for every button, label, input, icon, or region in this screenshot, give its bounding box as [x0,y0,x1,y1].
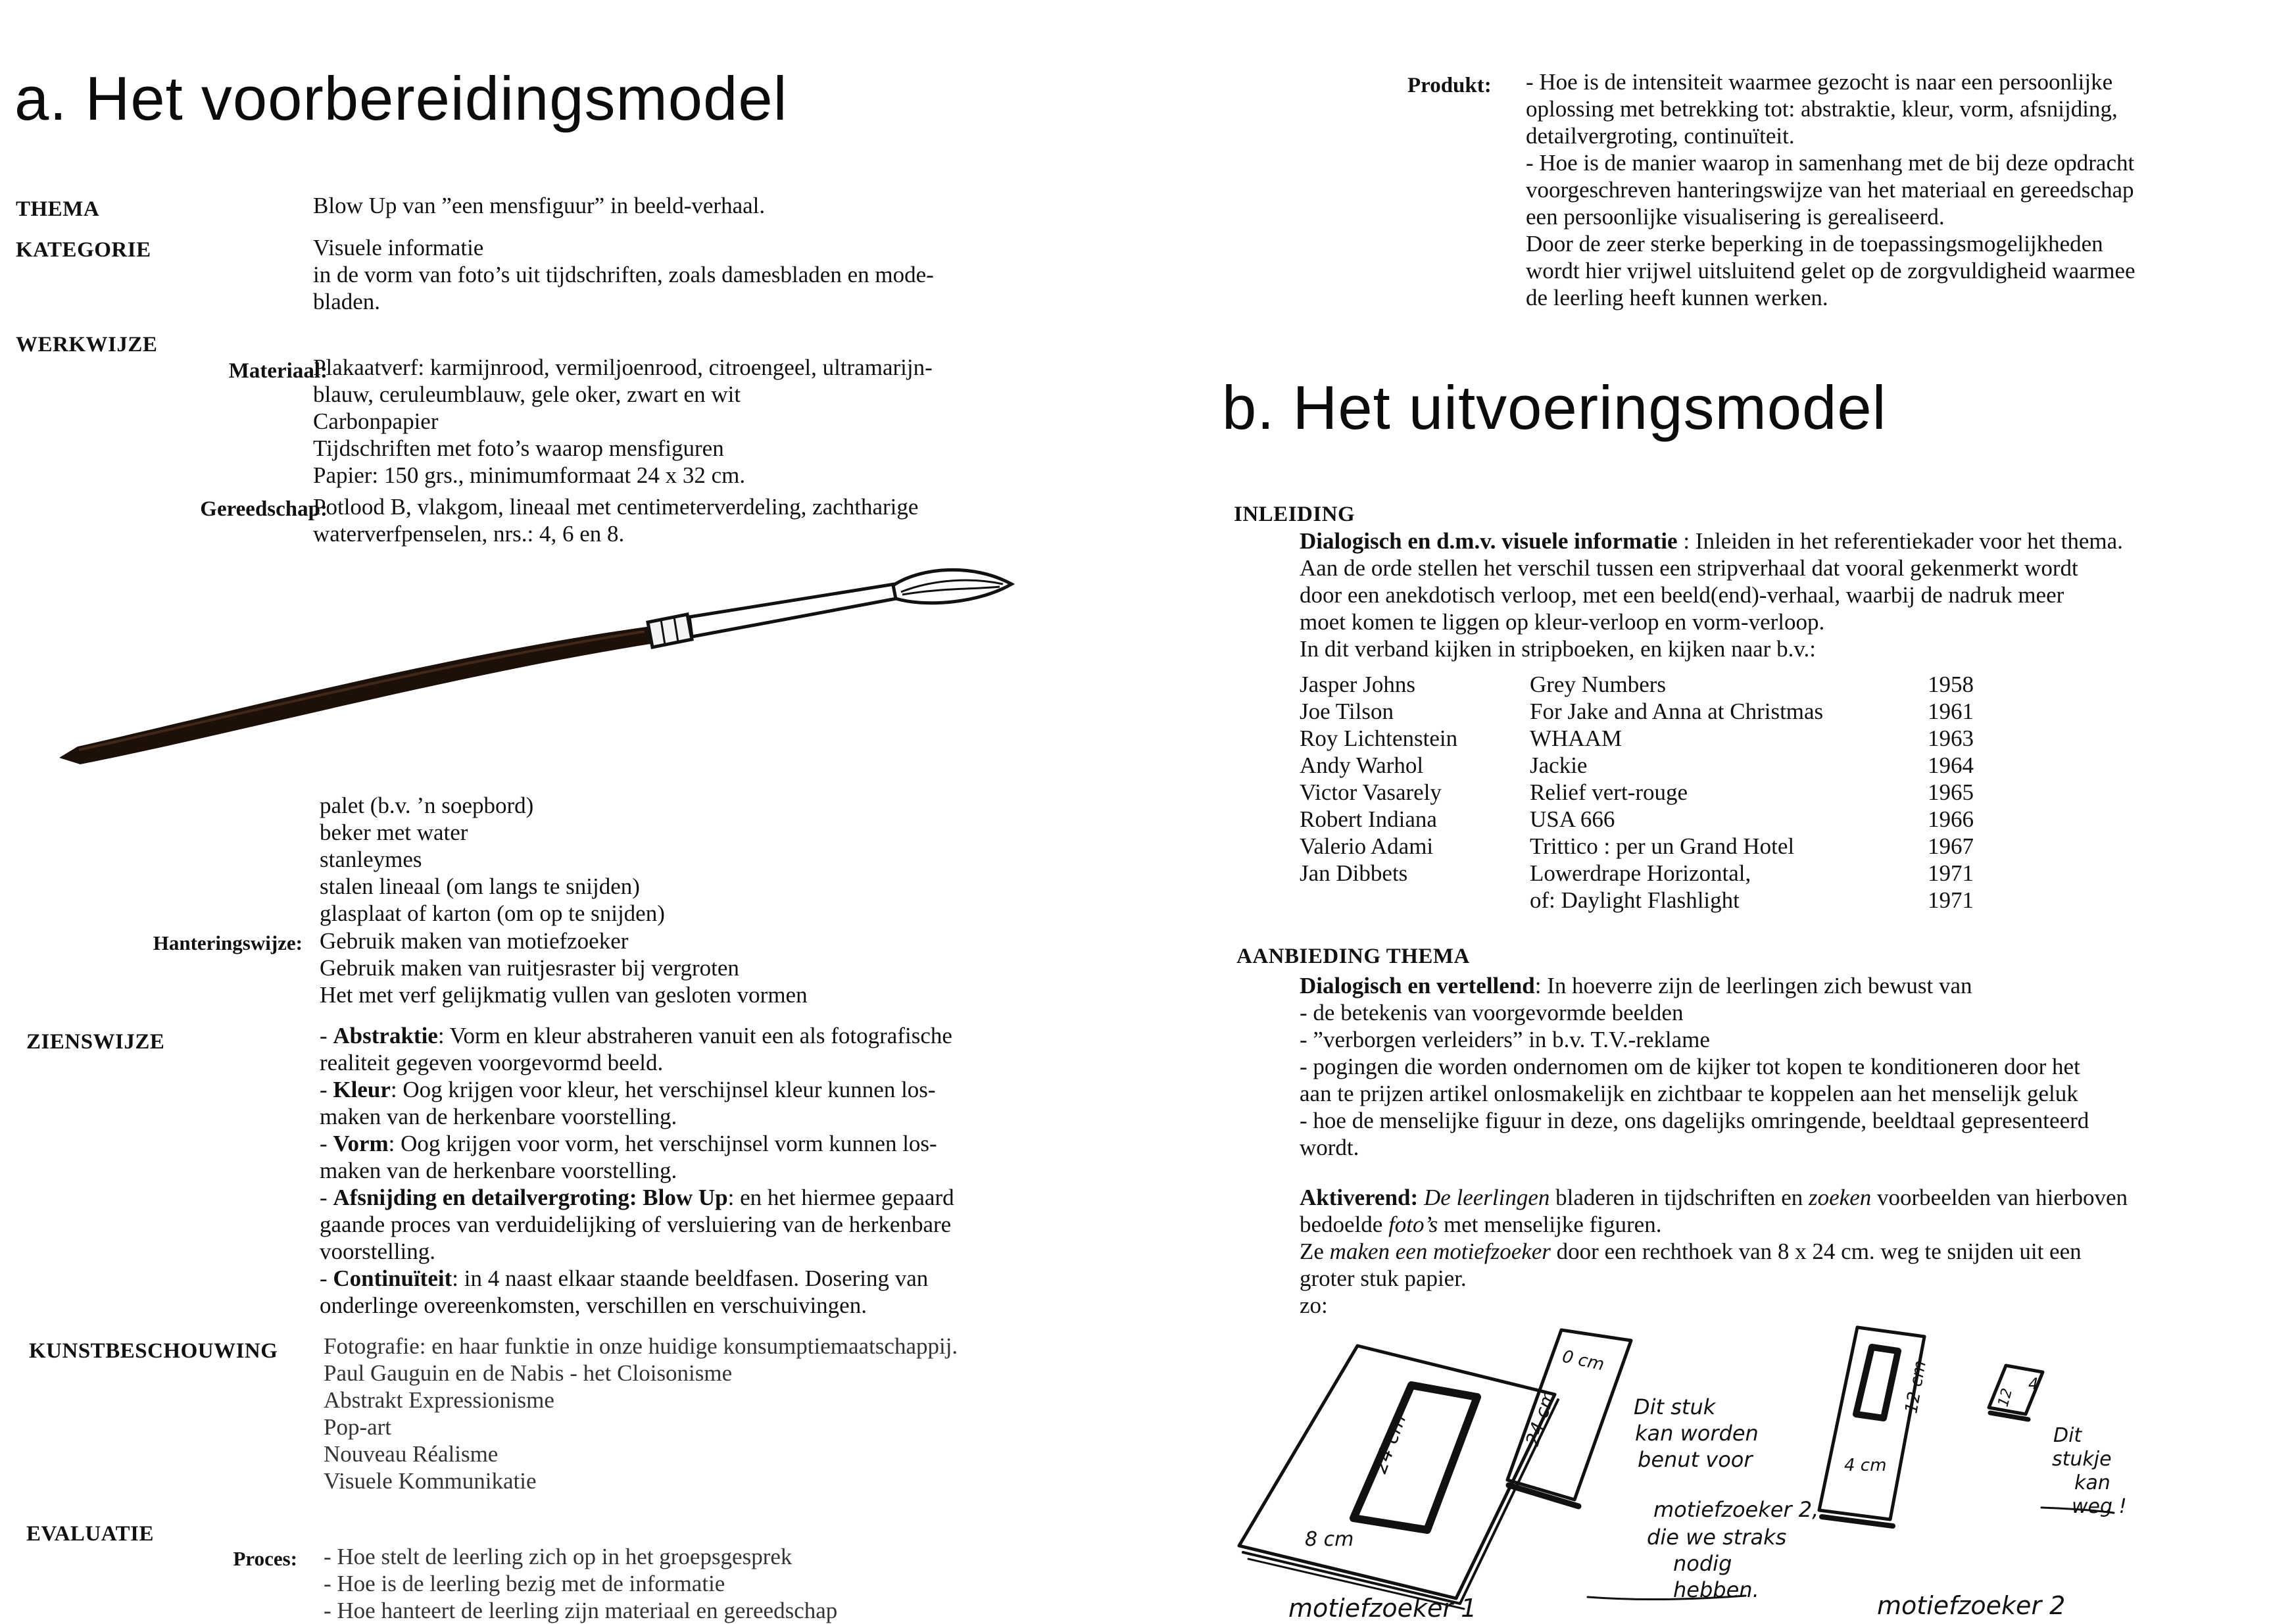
small-piece-4-label: 4 [2028,1375,2039,1393]
note-line: kan worden [1635,1421,1759,1446]
zienswijze-desc: : Vorm en kleur abstraheren vanuit een als fotografische [437,1023,952,1048]
proces-text [324,1543,837,1624]
text-line: detailvergroting, continuïteit. [1526,123,1795,149]
werkwijze-label: WERKWIJZE [16,333,158,357]
table-row [1300,833,1993,860]
text-line: stanleymes [320,847,422,872]
produkt-label: Produkt: [1407,74,1492,97]
aanbieding-first: : In hoeverre zijn de leerlingen zich bewust van [1534,973,1972,998]
aanbieding-text [1300,972,2089,1161]
aanbieding-head: Dialogisch en vertellend [1300,973,1535,998]
table-row [1300,806,1993,833]
text-line: oplossing met betrekking tot: abstraktie, kleur, vorm, afsnijding, [1526,96,2118,122]
artist-cell: Roy Lichtenstein [1300,726,1458,751]
work-title-cell: Lowerdrape Horizontal, [1530,860,1751,886]
artworks-table [1300,671,1993,914]
plain-text: door een rechthoek van 8 x 24 cm. weg te snijden uit een [1550,1239,2082,1264]
text-line: realiteit gegeven voorgevormd beeld. [320,1050,664,1075]
text-line: Visuele informatie [313,235,484,260]
kategorie-label: KATEGORIE [16,238,151,262]
aktiverend-head: Aktiverend: [1300,1185,1419,1210]
plain-text: bedoelde [1300,1212,1389,1237]
artist-cell: Jan Dibbets [1300,860,1408,886]
text-line: - Hoe stelt de leerling zich op in het groepsgesprek [324,1544,793,1569]
note-line: die we straks [1647,1525,1787,1550]
note-line: motiefzoeker 2, [1653,1497,1819,1522]
text-line: - Hoe is de intensiteit waarmee gezocht is naar een persoonlijke [1526,69,2113,95]
text-line: - Continuïteit: in 4 naast elkaar staande beeldfasen. Dosering van [320,1266,929,1291]
text-line: Gebruik maken van ruitjesraster bij vergroten [320,955,739,981]
left-page [0,0,1147,1621]
page-title-a: a. Het voorbereidingsmodel [14,64,788,133]
zienswijze-term: Vorm [333,1131,389,1156]
text-line [1300,1211,2128,1238]
text-line: Tijdschriften met foto’s waarop mensfiguren [313,435,724,461]
gereedschap-label: Gereedschap: [200,497,328,521]
text-line: Pop-art [324,1414,392,1440]
text-line [1300,1238,2128,1265]
text-line: glasplaat of karton (om op te snijden) [320,900,665,926]
zienswijze-desc: : Oog krijgen voor kleur, het verschijnsel kleur kunnen los- [390,1077,936,1102]
tools-text [320,792,665,927]
caption-motiefzoeker-2: motiefzoeker 2 [1877,1591,2066,1620]
year-cell: 1958 [1928,672,1974,697]
work-title-cell: USA 666 [1530,806,1615,832]
text-line [1300,1184,2128,1211]
artist-cell: Jasper Johns [1300,672,1415,697]
aanbieding-label: AANBIEDING THEMA [1236,945,1470,968]
work-title-cell: WHAAM [1530,726,1622,751]
year-cell: 1971 [1928,860,1974,886]
text-line: maken van de herkenbare voorstelling. [320,1158,677,1183]
paintbrush-icon [39,566,1065,776]
text-line: zo: [1300,1292,1328,1318]
year-cell: 1963 [1928,726,1974,751]
inleiding-text [1300,528,2123,662]
text-line: Blow Up van ”een mensfiguur” in beeld-verhaal. [313,193,766,218]
thema-text [313,192,765,219]
text-line: - pogingen die worden ondernomen om de kijker tot kopen te konditioneren door het [1300,1054,2080,1079]
text-line: Abstrakt Expressionisme [324,1387,554,1413]
dim-4cm-label: 4 cm [1844,1456,1887,1475]
text-line: Papier: 150 grs., minimumformaat 24 x 32 cm. [313,462,746,488]
work-title-cell: For Jake and Anna at Christmas [1530,699,1824,724]
table-row [1300,671,1993,698]
text-line: Fotografie: en haar funktie in onze huidige konsumptiemaatschappij. [324,1333,958,1359]
em-text: De leerlingen [1423,1185,1550,1210]
note-line: stukje [2052,1448,2112,1471]
plain-text: met menselijke figuren. [1438,1212,1662,1237]
year-cell: 1967 [1928,833,1974,859]
dim-8cm-label: 8 cm [1305,1528,1354,1551]
kunstbeschouwing-label: KUNSTBESCHOUWING [29,1339,278,1363]
text-line: Door de zeer sterke beperking in de toepassingsmogelijkheden [1526,231,2103,257]
text-line: Visuele Kommunikatie [324,1468,537,1494]
text-line: wordt hier vrijwel uitsluitend gelet op de zorgvuldigheid waarmee [1526,258,2135,283]
text-line: onderlinge overeenkomsten, verschillen en verschuivingen. [320,1292,867,1318]
em-text: zoeken [1809,1185,1872,1210]
text-line: Carbonpapier [313,408,439,434]
text-line: Potlood B, vlakgom, lineaal met centimeterverdeling, zachtharige [313,494,919,520]
thema-label: THEMA [16,197,100,221]
note-line: Dit stuk [1634,1394,1716,1419]
aktiverend-text [1300,1184,2128,1319]
text-line: Nouveau Réalisme [324,1441,499,1467]
work-title-cell: Trittico : per un Grand Hotel [1530,833,1795,859]
text-line: in de vorm van foto’s uit tijdschriften, zoals damesbladen en mode- [313,262,934,287]
text-line: waterverfpenselen, nrs.: 4, 6 en 8. [313,521,625,547]
text-line [1300,972,2089,999]
text-line: voorstelling. [320,1239,435,1264]
artist-cell: Joe Tilson [1300,699,1394,724]
text-line: gaande proces van verduidelijking of versluiering van de herkenbare [320,1212,952,1237]
table-row [1300,698,1993,725]
note-line: weg ! [2072,1495,2127,1518]
gereedschap-text [313,493,918,547]
table-row [1300,752,1993,779]
zienswijze-label: ZIENSWIJZE [26,1030,165,1054]
zienswijze-desc: : Oog krijgen voor vorm, het verschijnsel vorm kunnen los- [388,1131,937,1156]
text-line: aan te prijzen artikel onlosmakelijk en zichtbaar te koppelen aan het menselijk geluk [1300,1081,2078,1106]
text-line: palet (b.v. ’n soepbord) [320,793,534,818]
table-row [1300,779,1993,806]
text-line: Het met verf gelijkmatig vullen van gesloten vormen [320,982,808,1008]
inleiding-head: Dialogisch en d.m.v. visuele informatie [1300,528,1678,554]
year-cell: 1971 [1928,887,1974,913]
motiefzoeker-sketch [1219,1322,2291,1621]
artist-cell: Victor Vasarely [1300,779,1442,805]
dim-24cm-label: 24 cm [1368,1410,1411,1477]
work-title-cell: Jackie [1530,752,1588,778]
work-title-cell: of: Daylight Flashlight [1530,887,1740,913]
kategorie-text [313,234,934,315]
text-line: maken van de herkenbare voorstelling. [320,1104,677,1129]
plain-text: Ze [1300,1239,1330,1264]
strip-0cm-label: 0 cm [1560,1346,1606,1375]
text-line: - Hoe hanteert de leerling zijn materiaal en gereedschap [324,1598,838,1623]
year-cell: 1961 [1928,699,1974,724]
note-line: kan [2074,1471,2111,1494]
text-line: stalen lineaal (om langs te snijden) [320,874,640,899]
text-line: - Afsnijding en detailvergroting: Blow Up: en het hiermee gepaard [320,1185,954,1210]
work-title-cell: Relief vert-rouge [1530,779,1688,805]
artist-cell: Robert Indiana [1300,806,1437,832]
table-row [1300,860,1993,887]
em-text: maken een motiefzoeker [1329,1239,1551,1264]
plain-text: voorbeelden van hierboven [1871,1185,2128,1210]
text-line: - Hoe is de manier waarop in samenhang met de bij deze opdracht [1526,150,2135,176]
table-row [1300,725,1993,752]
text-line: - Abstraktie: Vorm en kleur abstraheren vanuit een als fotografische [320,1023,952,1048]
text-line [1300,528,2123,554]
text-line: - Kleur: Oog krijgen voor kleur, het verschijnsel kleur kunnen los- [320,1077,936,1102]
text-line: bladen. [313,289,381,314]
note-dit-stukje [2052,1424,2127,1518]
hanteringswijze-text [320,927,808,1008]
artist-cell [1300,887,1530,914]
artist-cell: Andy Warhol [1300,752,1424,778]
materiaal-label: Materiaal: [228,359,328,383]
work-title-cell: Grey Numbers [1530,672,1667,697]
text-line: - Hoe is de leerling bezig met de informatie [324,1571,725,1596]
zienswijze-text [320,1022,954,1319]
text-line: Plakaatverf: karmijnrood, vermiljoenrood, citroengeel, ultramarijn- [313,355,933,380]
text-line: - Vorm: Oog krijgen voor vorm, het verschijnsel vorm kunnen los- [320,1131,937,1156]
text-line: de leerling heeft kunnen werken. [1526,285,1828,310]
note-line: hebben. [1673,1577,1759,1602]
zienswijze-term: Continuïteit [333,1266,452,1291]
note-line: nodig [1673,1551,1732,1576]
text-line: moet komen te liggen op kleur-verloop en vorm-verloop. [1300,609,1825,635]
text-line: - de betekenis van voorgevormde beelden [1300,1000,1684,1025]
zienswijze-term: Abstraktie [333,1023,438,1048]
zienswijze-desc: : in 4 naast elkaar staande beeldfasen. Dosering van [452,1266,929,1291]
zienswijze-term: Kleur [333,1077,391,1102]
kunstbeschouwing-text [324,1333,958,1494]
text-line: - ”verborgen verleiders” in b.v. T.V.-reklame [1300,1027,1710,1052]
produkt-text [1526,68,2135,311]
note-dit-stuk [1634,1394,1825,1602]
text-line: door een anekdotisch verloop, met een beeld(end)-verhaal, waarbij de nadruk meer [1300,582,2064,608]
zienswijze-desc: : en het hiermee gepaard [727,1185,954,1210]
small-piece-12-label: 12 [1995,1387,2016,1409]
paper-sheet-1 [1239,1346,1555,1598]
year-cell: 1966 [1928,806,1974,832]
cut-strip-edge [1509,1485,1578,1506]
plain-text: bladeren in tijdschriften en [1550,1185,1809,1210]
dim-12cm-label: 12 cm [1901,1359,1930,1415]
right-page [1147,0,2294,1621]
text-line: In dit verband kijken in stripboeken, en kijken naar b.v.: [1300,636,1817,662]
text-line: beker met water [320,820,468,845]
text-line: wordt. [1300,1135,1359,1160]
evaluatie-label: EVALUATIE [26,1522,155,1546]
text-line: groter stuk papier. [1300,1266,1467,1291]
proces-label: Proces: [233,1547,297,1570]
hanteringswijze-label: Hanteringswijze: [153,931,303,954]
zienswijze-term: Afsnijding en detailvergroting: Blow Up [333,1185,728,1210]
note-line: benut voor [1638,1447,1753,1472]
cutout-window-2 [1856,1347,1898,1418]
table-row [1300,887,1993,914]
strip-24cm-label: 24 cm [1521,1387,1560,1449]
inleiding-label: INLEIDING [1234,503,1355,526]
text-line: voorgeschreven hanteringswijze van het materiaal en gereedschap [1526,177,2134,203]
text-line: blauw, ceruleumblauw, gele oker, zwart en wit [313,381,741,407]
inleiding-first: : Inleiden in het referentiekader voor het thema. [1677,528,2123,554]
caption-motiefzoeker-1: motiefzoeker 1 [1288,1594,1477,1623]
em-text: foto’s [1388,1212,1438,1237]
materiaal-text [313,354,933,489]
note-line: Dit [2053,1424,2082,1447]
text-line: Gebruik maken van motiefzoeker [320,928,629,954]
artist-cell: Valerio Adami [1300,833,1434,859]
year-cell: 1964 [1928,752,1974,778]
year-cell: 1965 [1928,779,1974,805]
text-line: - hoe de menselijke figuur in deze, ons dagelijks omringende, beeldtaal gepresenteerd [1300,1108,2089,1133]
page-title-b: b. Het uitvoeringsmodel [1222,373,1887,442]
text-line: Paul Gauguin en de Nabis - het Cloisonisme [324,1360,733,1386]
text-line: een persoonlijke visualisering is gerealiseerd. [1526,204,1945,230]
text-line: Aan de orde stellen het verschil tussen een stripverhaal dat vooral gekenmerkt wordt [1300,555,2078,581]
